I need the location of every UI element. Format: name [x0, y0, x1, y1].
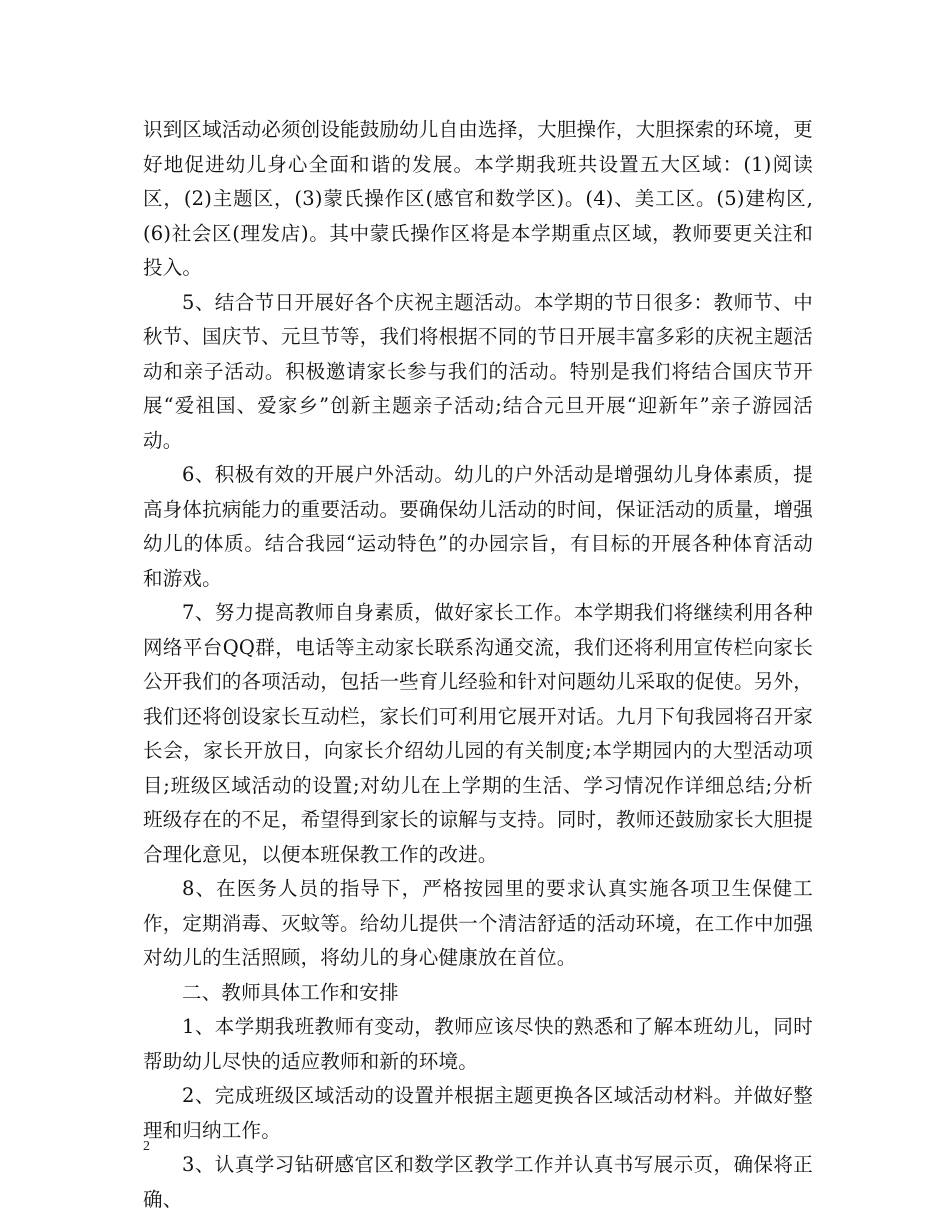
paragraph-item-7: 7、努力提高教师自身素质，做好家长工作。本学期我们将继续利用各种网络平台QQ群，电话等主动家长联系沟通交流，我们还将利用宣传栏向家长公开我们的各项活动，包括一些育儿经验和针对问题幼儿采取的促使。另外，我们还将创设家长互动栏，家长们可利用它展开对话。九月下旬我园将召开家长会，家长开放日，向家长介绍幼儿园的有关制度;本学期园内的大型活动项目;班级区域活动的设置;对幼儿在上学期的生活、学习情况作详细总结;分析班级存在的不足，希望得到家长的谅解与支持。同时，教师还鼓励家长大胆提合理化意见，以便本班保教工作的改进。 [143, 601, 813, 866]
paragraph-task-1: 1、本学期我班教师有变动，教师应该尽快的熟悉和了解本班幼儿，同时帮助幼儿尽快的适应教师和新的环境。 [143, 1015, 813, 1073]
paragraph-item-8: 8、在医务人员的指导下，严格按园里的要求认真实施各项卫生保健工作，定期消毒、灭蚊等。给幼儿提供一个清洁舒适的活动环境，在工作中加强对幼儿的生活照顾，将幼儿的身心健康放在首位。 [143, 877, 813, 969]
page-number: 2 [143, 1139, 150, 1154]
section-heading: 二、教师具体工作和安排 [182, 980, 399, 1004]
document-body [143, 113, 813, 1217]
paragraph-item-5: 5、结合节日开展好各个庆祝主题活动。本学期的节日很多：教师节、中秋节、国庆节、元旦节等，我们将根据不同的节日开展丰富多彩的庆祝主题活动和亲子活动。积极邀请家长参与我们的活动。特别是我们将结合国庆节开展“爱祖国、爱家乡”创新主题亲子活动;结合元旦开展“迎新年”亲子游园活动。 [143, 290, 813, 452]
paragraph-task-3: 3、认真学习钻研感官区和数学区教学工作并认真书写展示页，确保将正确、 [143, 1153, 813, 1211]
paragraph-continuation: 识到区域活动必须创设能鼓励幼儿自由选择，大胆操作，大胆探索的环境，更好地促进幼儿身心全面和谐的发展。本学期我班共设置五大区域：(1)阅读区，(2)主题区，(3)蒙氏操作区(感官和数学区)。(4)、美工区。(5)建构区,(6)社会区(理发店)。其中蒙氏操作区将是本学期重点区域，教师要更关注和投入。 [143, 118, 813, 279]
paragraph-item-6: 6、积极有效的开展户外活动。幼儿的户外活动是增强幼儿身体素质，提高身体抗病能力的重要活动。要确保幼儿活动的时间，保证活动的质量，增强幼儿的体质。结合我园“运动特色”的办园宗旨，有目标的开展各种体育活动和游戏。 [143, 463, 813, 590]
paragraph-task-2: 2、完成班级区域活动的设置并根据主题更换各区域活动材料。并做好整理和归纳工作。 [143, 1084, 813, 1142]
